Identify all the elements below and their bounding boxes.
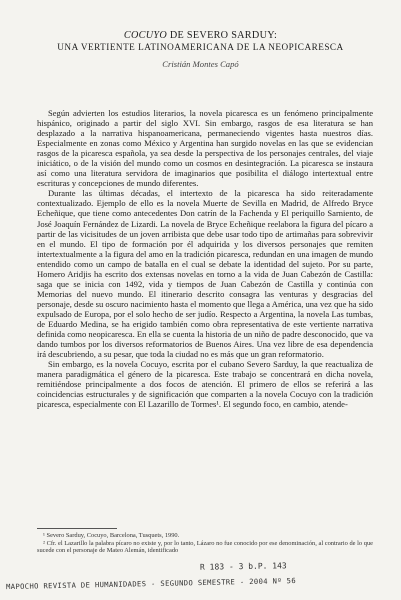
- article-title-rest: DE SEVERO SARDUY:: [167, 30, 278, 41]
- body-paragraph: Durante las últimas décadas, el intertexto de la picaresca ha sido reiteradamente contextualizado. Ejemplo de ello es la novela Muerte de Sevilla en Madrid, de Alfredo Bryce Echeñique, que tiene como antecedentes Don catrín de la Fachenda y El periquillo Sarniento, de José Joaquín Fernández de Lizardi. La novela de Bryce Echeñique reelabora la figura del pícaro a partir de las vicisitudes de un joven arribista que debe usar todo tipo de artimañas para sobrevivir en el mundo. El tipo de formación por él adquirida y los diversos personajes que remiten intertextualmente a la figura del amo en la tradición picaresca, redundan en una imagen de mundo entendido como un campo de batalla en el cual se debate la identidad del sujeto. Por su parte, Homero Aridjis ha escrito dos extensas novelas en torno a la vida de Juan Cabezón de Castilla: saga que se inicia con 1492, vida y tiempos de Juan Cabezón de Castilla y continúa con Memorias del nuevo mundo. El itinerario descrito consagra las venturas y desgracias del personaje, desde su oscuro nacimiento hasta el momento que llega a América, una vez que ha sido expulsado de Europa, por el solo hecho de ser judío. Respecto a Argentina, la novela Las tumbas, de Eduardo Medina, se ha erigido también como obra representativa de este vertiente narrativa definida como neopicaresca. En ella se cuenta la historia de un niño de padre desconocido, que va dando tumbos por los diversos reformatorios de Buenos Aires. Una vez libre de esa dependencia irá descubriendo, a su pesar, que toda la ciudad no es más que un gran reformatorio.: [37, 188, 373, 360]
- body-paragraph: Sin embargo, es la novela Cocuyo, escrita por el cubano Severo Sarduy, la que reactualiza de manera paradigmática el género de la picaresca. Este trabajo se concentrará en dicha novela, remitiéndose principalmente a dos focos de atención. El primero de ellos se referirá a las coincidencias estructurales y de significación que comparten a la novela Cocuyo con la tradición picaresca, especialmente con El Lazarillo de Tormes¹. El segundo foco, en cambio, atende-: [37, 359, 373, 410]
- article-author: Cristián Montes Capó: [162, 59, 239, 69]
- article-header: [0, 30, 401, 69]
- article-title-italic: COCUYO: [123, 30, 168, 41]
- article-body: [37, 108, 373, 409]
- body-paragraph: Según advierten los estudios literarios, la novela picaresca es un fenómeno principalmente hispánico, originado a partir del siglo XVI. Sin embargo, rasgos de esa literatura se han desplazado a la narrativa hispanoamericana, permaneciendo vigentes hasta nuestros días. Especialmente en zonas como México y Argentina han surgido novelas en las que se evidencian rasgos de la picaresca española, ya sea desde la perspectiva de los personajes centrales, del viaje iniciático, o de la visión del mundo como un cosmos en desintegración. La picaresca se instaura así como una literatura servidora de imaginarios que posibilita el diálogo intertextual entre escrituras y concepciones de mundo diferentes.: [37, 108, 373, 189]
- handwritten-source-note: MAPOCHO REVISTA DE HUMANIDADES - SEGUNDO SEMESTRE - 2004 Nº 56: [5, 576, 297, 592]
- article-subtitle: UNA VERTIENTE LATINOAMERICANA DE LA NEOPICARESCA: [57, 42, 344, 52]
- footnotes: [37, 528, 373, 555]
- article-title: [0, 30, 401, 42]
- footnote: ¹ Severo Sarduy, Cocuyo, Barcelona, Tusquets, 1990.: [43, 532, 180, 539]
- footnote-divider: [37, 528, 117, 529]
- handwritten-shelfmark: R 183 - 3 b.P. 143: [199, 561, 287, 572]
- footnote: ² Cfr. el Lazarillo la palabra pícaro no existe y, por lo tanto, Lázaro no fue conocido por ese denominación, al contrario de lo que sucede con el personaje de Mateo Alemán, identificado: [37, 539, 373, 554]
